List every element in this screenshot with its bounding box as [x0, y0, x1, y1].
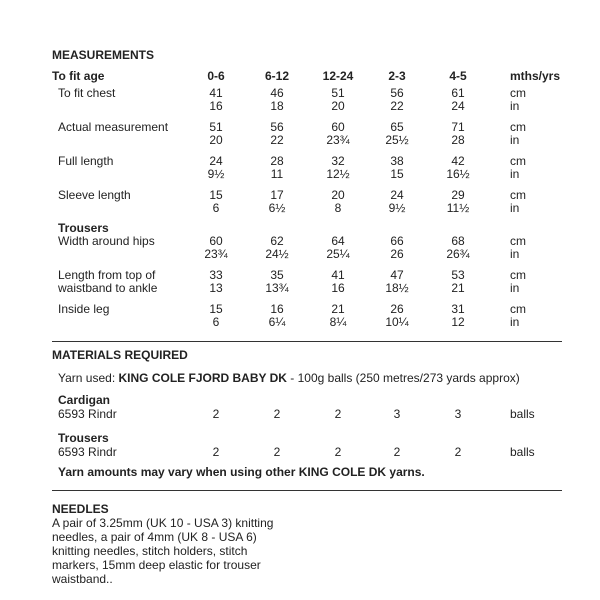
ball-count: 2: [454, 445, 462, 459]
cm-value: 32: [331, 154, 345, 168]
unit-cm: cm: [510, 120, 526, 134]
unit-cm: cm: [510, 188, 526, 202]
cm-value: 24: [209, 154, 223, 168]
needles-line: markers, 15mm deep elastic for trouser: [52, 558, 261, 572]
in-value: 28: [451, 133, 465, 147]
in-value: 21: [451, 281, 465, 295]
cm-value: 15: [209, 188, 223, 202]
cm-value: 65: [390, 120, 404, 134]
in-value: 9½: [388, 201, 406, 215]
in-value: 25½: [385, 133, 409, 147]
cm-value: 15: [209, 302, 223, 316]
yarn-prefix: Yarn used:: [58, 371, 119, 385]
in-value: 24: [451, 99, 465, 113]
cm-value: 31: [451, 302, 465, 316]
colour-label: 6593 Rindr: [58, 407, 117, 421]
cm-value: 35: [270, 268, 284, 282]
in-value: 8: [334, 201, 342, 215]
in-value: 9½: [207, 167, 225, 181]
unit-cm: cm: [510, 234, 526, 248]
cm-value: 47: [390, 268, 404, 282]
cm-value: 21: [331, 302, 345, 316]
size-header: 6-12: [264, 69, 290, 83]
unit-balls: balls: [510, 407, 535, 421]
row-label: Actual measurement: [58, 120, 169, 134]
measurements-title: MEASUREMENTS: [52, 48, 155, 62]
ball-count: 3: [454, 407, 462, 421]
ball-count: 2: [273, 407, 281, 421]
needles-line: knitting needles, stitch holders, stitch: [52, 544, 248, 558]
in-value: 18½: [385, 281, 409, 295]
row-label: Width around hips: [58, 234, 155, 248]
ball-count: 2: [212, 407, 220, 421]
cm-value: 24: [390, 188, 404, 202]
cm-value: 60: [209, 234, 223, 248]
unit-header: mths/yrs: [510, 69, 561, 83]
cm-value: 20: [331, 188, 345, 202]
materials-title: MATERIALS REQUIRED: [52, 348, 188, 362]
in-value: 12½: [326, 167, 350, 181]
in-value: 15: [390, 167, 404, 181]
in-value: 24½: [265, 247, 289, 261]
in-value: 18: [270, 99, 284, 113]
cm-value: 71: [451, 120, 465, 134]
cm-value: 46: [270, 86, 284, 100]
cm-value: 26: [390, 302, 404, 316]
row-label: Sleeve length: [58, 188, 131, 202]
unit-cm: cm: [510, 154, 526, 168]
in-value: 6¼: [268, 315, 286, 329]
in-value: 16: [209, 99, 223, 113]
row-label: Length from top of: [58, 268, 156, 282]
cm-value: 41: [209, 86, 223, 100]
yarn-used-line: [58, 371, 520, 385]
cm-value: 66: [390, 234, 404, 248]
unit-in: in: [510, 133, 520, 147]
age-header-label: To fit age: [52, 69, 105, 83]
unit-balls: balls: [510, 445, 535, 459]
in-value: 8¼: [329, 315, 347, 329]
cm-value: 29: [451, 188, 465, 202]
yarn-suffix: - 100g balls (250 metres/273 yards approx): [286, 371, 520, 385]
unit-in: in: [510, 247, 520, 261]
cm-value: 51: [209, 120, 223, 134]
cm-value: 17: [270, 188, 284, 202]
section-divider: [52, 341, 562, 342]
in-value: 11½: [446, 201, 470, 215]
in-value: 22: [270, 133, 284, 147]
ball-count: 2: [273, 445, 281, 459]
cm-value: 60: [331, 120, 345, 134]
in-value: 6: [212, 201, 220, 215]
in-value: 13¾: [265, 281, 289, 295]
in-value: 22: [390, 99, 404, 113]
in-value: 6: [212, 315, 220, 329]
cm-value: 56: [390, 86, 404, 100]
cm-value: 33: [209, 268, 223, 282]
material-heading: Trousers: [58, 431, 109, 445]
cm-value: 62: [270, 234, 284, 248]
unit-cm: cm: [510, 268, 526, 282]
cm-value: 38: [390, 154, 404, 168]
size-header: 2-3: [388, 69, 406, 83]
cm-value: 42: [451, 154, 465, 168]
in-value: 20: [331, 99, 345, 113]
cm-value: 56: [270, 120, 284, 134]
cm-value: 53: [451, 268, 465, 282]
cm-value: 16: [270, 302, 284, 316]
in-value: 16½: [446, 167, 470, 181]
unit-cm: cm: [510, 86, 526, 100]
in-value: 23¾: [204, 247, 228, 261]
cm-value: 51: [331, 86, 345, 100]
in-value: 13: [209, 281, 223, 295]
in-value: 16: [331, 281, 345, 295]
cm-value: 41: [331, 268, 345, 282]
material-heading: Cardigan: [58, 393, 111, 407]
in-value: 10¼: [385, 315, 409, 329]
in-value: 11: [270, 167, 284, 181]
section-divider: [52, 490, 562, 491]
trousers-section-heading: Trousers: [58, 221, 109, 235]
ball-count: 2: [334, 407, 342, 421]
colour-label: 6593 Rindr: [58, 445, 117, 459]
cm-value: 28: [270, 154, 284, 168]
needles-line: needles, a pair of 4mm (UK 8 - USA 6): [52, 530, 257, 544]
unit-cm: cm: [510, 302, 526, 316]
row-label: waistband to ankle: [58, 281, 158, 295]
row-label: Full length: [58, 154, 114, 168]
yarn-name: KING COLE FJORD BABY DK: [118, 371, 287, 385]
needles-line: A pair of 3.25mm (UK 10 - USA 3) knitting: [52, 516, 274, 530]
needles-title: NEEDLES: [52, 502, 109, 516]
row-label: To fit chest: [58, 86, 116, 100]
in-value: 6½: [268, 201, 286, 215]
in-value: 25¼: [326, 247, 350, 261]
size-header: 12-24: [322, 69, 354, 83]
in-value: 12: [451, 315, 465, 329]
in-value: 20: [209, 133, 223, 147]
in-value: 23¾: [326, 133, 350, 147]
ball-count: 3: [393, 407, 401, 421]
unit-in: in: [510, 99, 520, 113]
unit-in: in: [510, 201, 520, 215]
size-header: 0-6: [207, 69, 225, 83]
cm-value: 64: [331, 234, 345, 248]
size-header: 4-5: [449, 69, 467, 83]
unit-in: in: [510, 281, 520, 295]
cm-value: 61: [451, 86, 465, 100]
ball-count: 2: [212, 445, 220, 459]
ball-count: 2: [393, 445, 401, 459]
row-label: Inside leg: [58, 302, 110, 316]
ball-count: 2: [334, 445, 342, 459]
yarn-note: Yarn amounts may vary when using other KING COLE DK yarns.: [58, 465, 425, 479]
in-value: 26¾: [446, 247, 470, 261]
unit-in: in: [510, 167, 520, 181]
in-value: 26: [390, 247, 404, 261]
unit-in: in: [510, 315, 520, 329]
cm-value: 68: [451, 234, 465, 248]
needles-line: waistband..: [52, 572, 113, 586]
